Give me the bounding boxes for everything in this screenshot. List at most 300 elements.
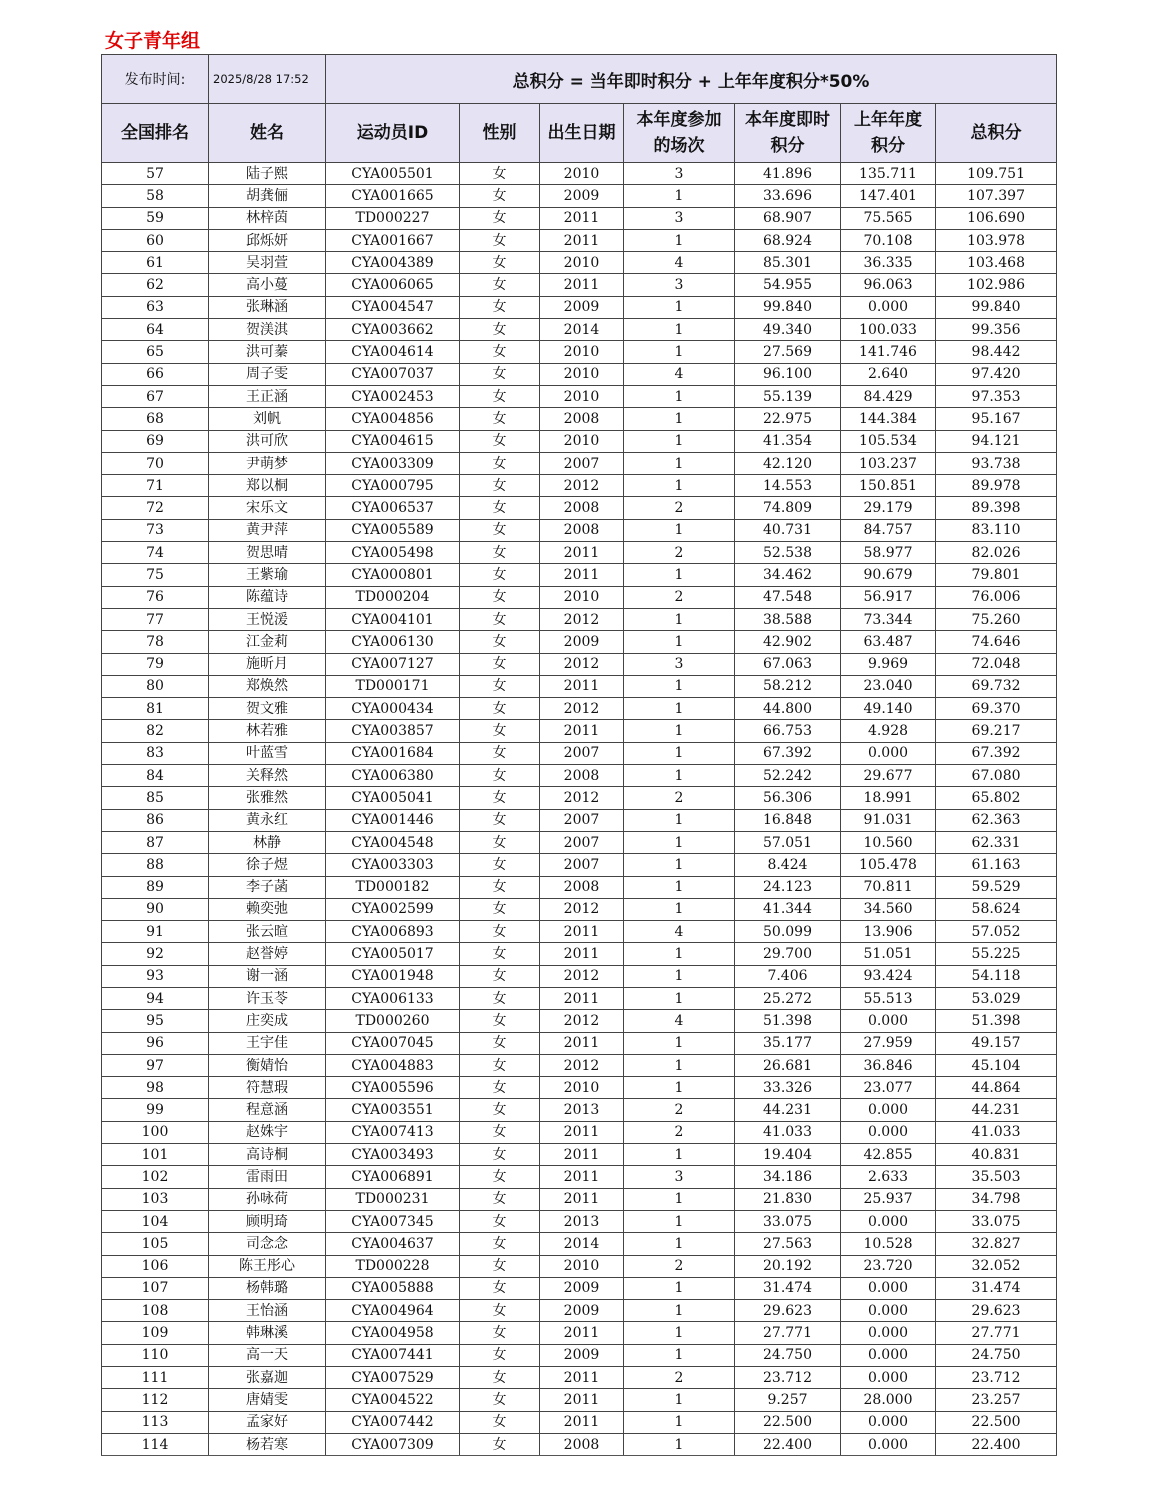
cell-birth-year: 2011 (540, 1188, 624, 1210)
cell-current-points: 38.588 (735, 608, 841, 630)
cell-last-year-points: 0.000 (841, 1210, 936, 1232)
cell-athlete-id: CYA000801 (326, 564, 460, 586)
cell-birth-year: 2010 (540, 385, 624, 407)
column-header-text: 性别 (482, 123, 517, 143)
cell-birth-year: 2008 (540, 408, 624, 430)
cell-rank: 105 (102, 1233, 209, 1255)
cell-events-count: 1 (624, 1054, 735, 1076)
cell-rank: 107 (102, 1277, 209, 1299)
cell-gender: 女 (460, 430, 540, 452)
cell-events-count: 4 (624, 1010, 735, 1032)
cell-name: 张云暄 (209, 921, 326, 943)
cell-athlete-id: CYA005888 (326, 1277, 460, 1299)
table-row (102, 1300, 1057, 1322)
cell-birth-year: 2011 (540, 1032, 624, 1054)
cell-birth-year: 2013 (540, 1099, 624, 1121)
cell-athlete-id: CYA003662 (326, 319, 460, 341)
cell-last-year-points: 9.969 (841, 653, 936, 675)
cell-events-count: 2 (624, 787, 735, 809)
cell-name: 黄永红 (209, 809, 326, 831)
cell-last-year-points: 36.846 (841, 1054, 936, 1076)
cell-events-count: 2 (624, 1255, 735, 1277)
cell-name: 赵誉婷 (209, 943, 326, 965)
cell-name: 张嘉迦 (209, 1367, 326, 1389)
cell-total-points: 89.398 (936, 497, 1057, 519)
cell-last-year-points: 0.000 (841, 1300, 936, 1322)
cell-name: 洪可欣 (209, 430, 326, 452)
cell-current-points: 26.681 (735, 1054, 841, 1076)
table-row (102, 430, 1057, 452)
column-header-gender (460, 104, 540, 163)
table-row (102, 876, 1057, 898)
cell-birth-year: 2012 (540, 608, 624, 630)
cell-birth-year: 2011 (540, 921, 624, 943)
cell-birth-year: 2010 (540, 252, 624, 274)
cell-athlete-id: CYA005596 (326, 1077, 460, 1099)
cell-birth-year: 2011 (540, 1411, 624, 1433)
cell-gender: 女 (460, 163, 540, 185)
cell-athlete-id: CYA002453 (326, 385, 460, 407)
cell-athlete-id: CYA005589 (326, 519, 460, 541)
cell-rank: 101 (102, 1144, 209, 1166)
cell-events-count: 1 (624, 185, 735, 207)
cell-last-year-points: 96.063 (841, 274, 936, 296)
cell-gender: 女 (460, 341, 540, 363)
cell-gender: 女 (460, 943, 540, 965)
cell-events-count: 1 (624, 229, 735, 251)
cell-last-year-points: 150.851 (841, 475, 936, 497)
cell-current-points: 44.800 (735, 698, 841, 720)
cell-rank: 93 (102, 965, 209, 987)
cell-birth-year: 2013 (540, 1210, 624, 1232)
column-header-text: 的场次 (653, 136, 705, 156)
cell-name: 贺思晴 (209, 542, 326, 564)
cell-last-year-points: 100.033 (841, 319, 936, 341)
cell-total-points: 69.370 (936, 698, 1057, 720)
cell-events-count: 1 (624, 430, 735, 452)
cell-last-year-points: 0.000 (841, 1433, 936, 1455)
cell-last-year-points: 0.000 (841, 1322, 936, 1344)
cell-current-points: 33.696 (735, 185, 841, 207)
cell-athlete-id: CYA007309 (326, 1433, 460, 1455)
cell-current-points: 8.424 (735, 854, 841, 876)
cell-rank: 102 (102, 1166, 209, 1188)
table-row (102, 363, 1057, 385)
table-row (102, 564, 1057, 586)
table-row (102, 1255, 1057, 1277)
cell-birth-year: 2011 (540, 1367, 624, 1389)
cell-current-points: 58.212 (735, 675, 841, 697)
cell-current-points: 56.306 (735, 787, 841, 809)
table-row (102, 831, 1057, 853)
column-header-text: 出生日期 (547, 123, 616, 143)
cell-events-count: 1 (624, 698, 735, 720)
cell-rank: 58 (102, 185, 209, 207)
cell-events-count: 1 (624, 319, 735, 341)
cell-athlete-id: CYA004883 (326, 1054, 460, 1076)
cell-rank: 109 (102, 1322, 209, 1344)
cell-gender: 女 (460, 1121, 540, 1143)
cell-birth-year: 2010 (540, 1077, 624, 1099)
cell-birth-year: 2011 (540, 1389, 624, 1411)
cell-athlete-id: TD000231 (326, 1188, 460, 1210)
cell-name: 衡婧怡 (209, 1054, 326, 1076)
cell-events-count: 1 (624, 296, 735, 318)
cell-gender: 女 (460, 1344, 540, 1366)
cell-last-year-points: 70.108 (841, 229, 936, 251)
cell-total-points: 94.121 (936, 430, 1057, 452)
column-header-birth-year (540, 104, 624, 163)
cell-events-count: 1 (624, 1322, 735, 1344)
cell-total-points: 32.052 (936, 1255, 1057, 1277)
cell-last-year-points: 23.040 (841, 675, 936, 697)
cell-current-points: 7.406 (735, 965, 841, 987)
cell-birth-year: 2011 (540, 720, 624, 742)
cell-events-count: 1 (624, 385, 735, 407)
column-header-row (102, 104, 1057, 163)
cell-events-count: 1 (624, 898, 735, 920)
cell-athlete-id: CYA005017 (326, 943, 460, 965)
cell-gender: 女 (460, 586, 540, 608)
cell-total-points: 44.864 (936, 1077, 1057, 1099)
table-row (102, 408, 1057, 430)
cell-gender: 女 (460, 1389, 540, 1411)
cell-events-count: 2 (624, 1121, 735, 1143)
table-row (102, 675, 1057, 697)
cell-last-year-points: 141.746 (841, 341, 936, 363)
cell-athlete-id: CYA007345 (326, 1210, 460, 1232)
cell-last-year-points: 105.534 (841, 430, 936, 452)
cell-gender: 女 (460, 965, 540, 987)
cell-last-year-points: 0.000 (841, 1411, 936, 1433)
cell-last-year-points: 2.633 (841, 1166, 936, 1188)
cell-name: 庄奕成 (209, 1010, 326, 1032)
cell-current-points: 49.340 (735, 319, 841, 341)
cell-rank: 85 (102, 787, 209, 809)
cell-total-points: 49.157 (936, 1032, 1057, 1054)
cell-birth-year: 2014 (540, 319, 624, 341)
cell-birth-year: 2011 (540, 1166, 624, 1188)
table-row (102, 809, 1057, 831)
cell-last-year-points: 51.051 (841, 943, 936, 965)
cell-rank: 91 (102, 921, 209, 943)
cell-athlete-id: CYA004964 (326, 1300, 460, 1322)
cell-gender: 女 (460, 854, 540, 876)
cell-events-count: 1 (624, 1277, 735, 1299)
cell-total-points: 93.738 (936, 452, 1057, 474)
cell-gender: 女 (460, 742, 540, 764)
cell-athlete-id: CYA006380 (326, 765, 460, 787)
cell-last-year-points: 73.344 (841, 608, 936, 630)
cell-gender: 女 (460, 1322, 540, 1344)
cell-rank: 89 (102, 876, 209, 898)
cell-events-count: 1 (624, 1389, 735, 1411)
cell-events-count: 3 (624, 653, 735, 675)
cell-athlete-id: CYA006893 (326, 921, 460, 943)
column-header-text: 全国排名 (121, 123, 189, 143)
group-title: 女子青年组 (105, 30, 201, 52)
cell-rank: 76 (102, 586, 209, 608)
table-row (102, 475, 1057, 497)
cell-athlete-id: CYA001665 (326, 185, 460, 207)
cell-athlete-id: CYA005041 (326, 787, 460, 809)
table-row (102, 586, 1057, 608)
cell-athlete-id: CYA004548 (326, 831, 460, 853)
cell-total-points: 67.080 (936, 765, 1057, 787)
cell-name: 贺渼淇 (209, 319, 326, 341)
cell-gender: 女 (460, 1233, 540, 1255)
cell-total-points: 27.771 (936, 1322, 1057, 1344)
cell-name: 洪可蓁 (209, 341, 326, 363)
cell-current-points: 14.553 (735, 475, 841, 497)
cell-birth-year: 2007 (540, 452, 624, 474)
cell-rank: 61 (102, 252, 209, 274)
cell-last-year-points: 18.991 (841, 787, 936, 809)
cell-last-year-points: 135.711 (841, 163, 936, 185)
cell-gender: 女 (460, 921, 540, 943)
cell-gender: 女 (460, 809, 540, 831)
cell-last-year-points: 63.487 (841, 631, 936, 653)
cell-rank: 80 (102, 675, 209, 697)
cell-last-year-points: 49.140 (841, 698, 936, 720)
cell-rank: 96 (102, 1032, 209, 1054)
cell-name: 杨韩璐 (209, 1277, 326, 1299)
cell-gender: 女 (460, 319, 540, 341)
cell-birth-year: 2009 (540, 1277, 624, 1299)
cell-rank: 78 (102, 631, 209, 653)
cell-athlete-id: CYA004101 (326, 608, 460, 630)
cell-last-year-points: 0.000 (841, 742, 936, 764)
cell-total-points: 103.468 (936, 252, 1057, 274)
column-header-current-points (735, 104, 841, 163)
cell-rank: 98 (102, 1077, 209, 1099)
cell-events-count: 1 (624, 564, 735, 586)
cell-last-year-points: 10.560 (841, 831, 936, 853)
cell-current-points: 27.563 (735, 1233, 841, 1255)
cell-name: 陆子熙 (209, 163, 326, 185)
cell-birth-year: 2012 (540, 965, 624, 987)
cell-events-count: 1 (624, 1188, 735, 1210)
cell-birth-year: 2011 (540, 943, 624, 965)
cell-last-year-points: 28.000 (841, 1389, 936, 1411)
cell-gender: 女 (460, 519, 540, 541)
ranking-table (101, 54, 1057, 1456)
cell-birth-year: 2010 (540, 430, 624, 452)
cell-name: 王紫瑜 (209, 564, 326, 586)
cell-rank: 66 (102, 363, 209, 385)
cell-current-points: 41.344 (735, 898, 841, 920)
cell-rank: 106 (102, 1255, 209, 1277)
column-header-last-year-points (841, 104, 936, 163)
cell-name: 高诗桐 (209, 1144, 326, 1166)
cell-total-points: 72.048 (936, 653, 1057, 675)
table-row (102, 1367, 1057, 1389)
cell-rank: 90 (102, 898, 209, 920)
cell-last-year-points: 23.720 (841, 1255, 936, 1277)
cell-gender: 女 (460, 765, 540, 787)
table-row (102, 1032, 1057, 1054)
cell-name: 陈王彤心 (209, 1255, 326, 1277)
cell-last-year-points: 84.757 (841, 519, 936, 541)
table-row (102, 1322, 1057, 1344)
cell-current-points: 85.301 (735, 252, 841, 274)
cell-total-points: 44.231 (936, 1099, 1057, 1121)
cell-athlete-id: CYA000795 (326, 475, 460, 497)
cell-gender: 女 (460, 229, 540, 251)
cell-total-points: 62.363 (936, 809, 1057, 831)
cell-athlete-id: CYA005498 (326, 542, 460, 564)
cell-gender: 女 (460, 898, 540, 920)
cell-name: 江金莉 (209, 631, 326, 653)
cell-athlete-id: CYA004614 (326, 341, 460, 363)
cell-events-count: 1 (624, 1344, 735, 1366)
cell-name: 林静 (209, 831, 326, 853)
table-row (102, 965, 1057, 987)
cell-total-points: 106.690 (936, 207, 1057, 229)
cell-events-count: 3 (624, 163, 735, 185)
score-formula: 总积分 = 当年即时积分 + 上年年度积分*50% (326, 55, 1057, 104)
cell-rank: 113 (102, 1411, 209, 1433)
cell-athlete-id: CYA004637 (326, 1233, 460, 1255)
cell-events-count: 1 (624, 742, 735, 764)
cell-rank: 69 (102, 430, 209, 452)
cell-rank: 67 (102, 385, 209, 407)
cell-last-year-points: 0.000 (841, 1277, 936, 1299)
cell-total-points: 103.978 (936, 229, 1057, 251)
cell-gender: 女 (460, 185, 540, 207)
cell-events-count: 1 (624, 519, 735, 541)
cell-gender: 女 (460, 1433, 540, 1455)
cell-last-year-points: 0.000 (841, 1344, 936, 1366)
cell-current-points: 33.326 (735, 1077, 841, 1099)
cell-current-points: 74.809 (735, 497, 841, 519)
cell-name: 王宇佳 (209, 1032, 326, 1054)
cell-rank: 110 (102, 1344, 209, 1366)
cell-current-points: 52.242 (735, 765, 841, 787)
column-header-rank (102, 104, 209, 163)
cell-total-points: 45.104 (936, 1054, 1057, 1076)
cell-birth-year: 2012 (540, 787, 624, 809)
cell-birth-year: 2010 (540, 363, 624, 385)
cell-gender: 女 (460, 296, 540, 318)
cell-gender: 女 (460, 408, 540, 430)
cell-current-points: 20.192 (735, 1255, 841, 1277)
cell-total-points: 62.331 (936, 831, 1057, 853)
column-header-text: 总积分 (970, 123, 1022, 143)
cell-last-year-points: 4.928 (841, 720, 936, 742)
cell-rank: 108 (102, 1300, 209, 1322)
cell-current-points: 34.186 (735, 1166, 841, 1188)
table-row (102, 1389, 1057, 1411)
table-row (102, 765, 1057, 787)
cell-events-count: 1 (624, 1032, 735, 1054)
cell-rank: 114 (102, 1433, 209, 1455)
table-row (102, 319, 1057, 341)
cell-birth-year: 2011 (540, 675, 624, 697)
cell-birth-year: 2011 (540, 229, 624, 251)
table-row (102, 274, 1057, 296)
cell-current-points: 23.712 (735, 1367, 841, 1389)
cell-current-points: 22.975 (735, 408, 841, 430)
column-header-events-count (624, 104, 735, 163)
table-row (102, 296, 1057, 318)
cell-athlete-id: CYA004958 (326, 1322, 460, 1344)
cell-events-count: 1 (624, 765, 735, 787)
table-row (102, 497, 1057, 519)
cell-current-points: 9.257 (735, 1389, 841, 1411)
cell-total-points: 23.712 (936, 1367, 1057, 1389)
cell-athlete-id: TD000182 (326, 876, 460, 898)
cell-rank: 60 (102, 229, 209, 251)
cell-athlete-id: CYA006537 (326, 497, 460, 519)
cell-current-points: 40.731 (735, 519, 841, 541)
cell-athlete-id: CYA003309 (326, 452, 460, 474)
table-row (102, 1099, 1057, 1121)
cell-birth-year: 2014 (540, 1233, 624, 1255)
cell-last-year-points: 0.000 (841, 1121, 936, 1143)
cell-name: 程意涵 (209, 1099, 326, 1121)
cell-last-year-points: 90.679 (841, 564, 936, 586)
cell-events-count: 1 (624, 631, 735, 653)
table-row (102, 163, 1057, 185)
cell-name: 孟家好 (209, 1411, 326, 1433)
cell-gender: 女 (460, 452, 540, 474)
cell-gender: 女 (460, 1166, 540, 1188)
cell-athlete-id: CYA004856 (326, 408, 460, 430)
cell-events-count: 1 (624, 943, 735, 965)
cell-current-points: 21.830 (735, 1188, 841, 1210)
cell-birth-year: 2012 (540, 1054, 624, 1076)
cell-last-year-points: 84.429 (841, 385, 936, 407)
cell-gender: 女 (460, 608, 540, 630)
cell-total-points: 102.986 (936, 274, 1057, 296)
table-row (102, 1010, 1057, 1032)
cell-rank: 62 (102, 274, 209, 296)
cell-birth-year: 2012 (540, 653, 624, 675)
cell-rank: 75 (102, 564, 209, 586)
cell-birth-year: 2007 (540, 831, 624, 853)
cell-total-points: 95.167 (936, 408, 1057, 430)
table-row (102, 1077, 1057, 1099)
cell-name: 赖奕弛 (209, 898, 326, 920)
column-header-text: 上年年度 (854, 110, 922, 130)
cell-current-points: 55.139 (735, 385, 841, 407)
cell-athlete-id: CYA003493 (326, 1144, 460, 1166)
cell-events-count: 4 (624, 252, 735, 274)
table-row (102, 943, 1057, 965)
cell-total-points: 57.052 (936, 921, 1057, 943)
cell-athlete-id: CYA004615 (326, 430, 460, 452)
cell-current-points: 67.392 (735, 742, 841, 764)
cell-current-points: 34.462 (735, 564, 841, 586)
cell-rank: 95 (102, 1010, 209, 1032)
cell-last-year-points: 56.917 (841, 586, 936, 608)
cell-birth-year: 2012 (540, 898, 624, 920)
cell-gender: 女 (460, 1255, 540, 1277)
cell-name: 符慧瑕 (209, 1077, 326, 1099)
cell-total-points: 31.474 (936, 1277, 1057, 1299)
cell-name: 徐子煜 (209, 854, 326, 876)
cell-name: 尹萌梦 (209, 452, 326, 474)
cell-last-year-points: 29.677 (841, 765, 936, 787)
table-row (102, 1411, 1057, 1433)
cell-current-points: 96.100 (735, 363, 841, 385)
cell-total-points: 99.840 (936, 296, 1057, 318)
cell-athlete-id: CYA001948 (326, 965, 460, 987)
cell-name: 雷雨田 (209, 1166, 326, 1188)
cell-birth-year: 2008 (540, 519, 624, 541)
cell-rank: 64 (102, 319, 209, 341)
